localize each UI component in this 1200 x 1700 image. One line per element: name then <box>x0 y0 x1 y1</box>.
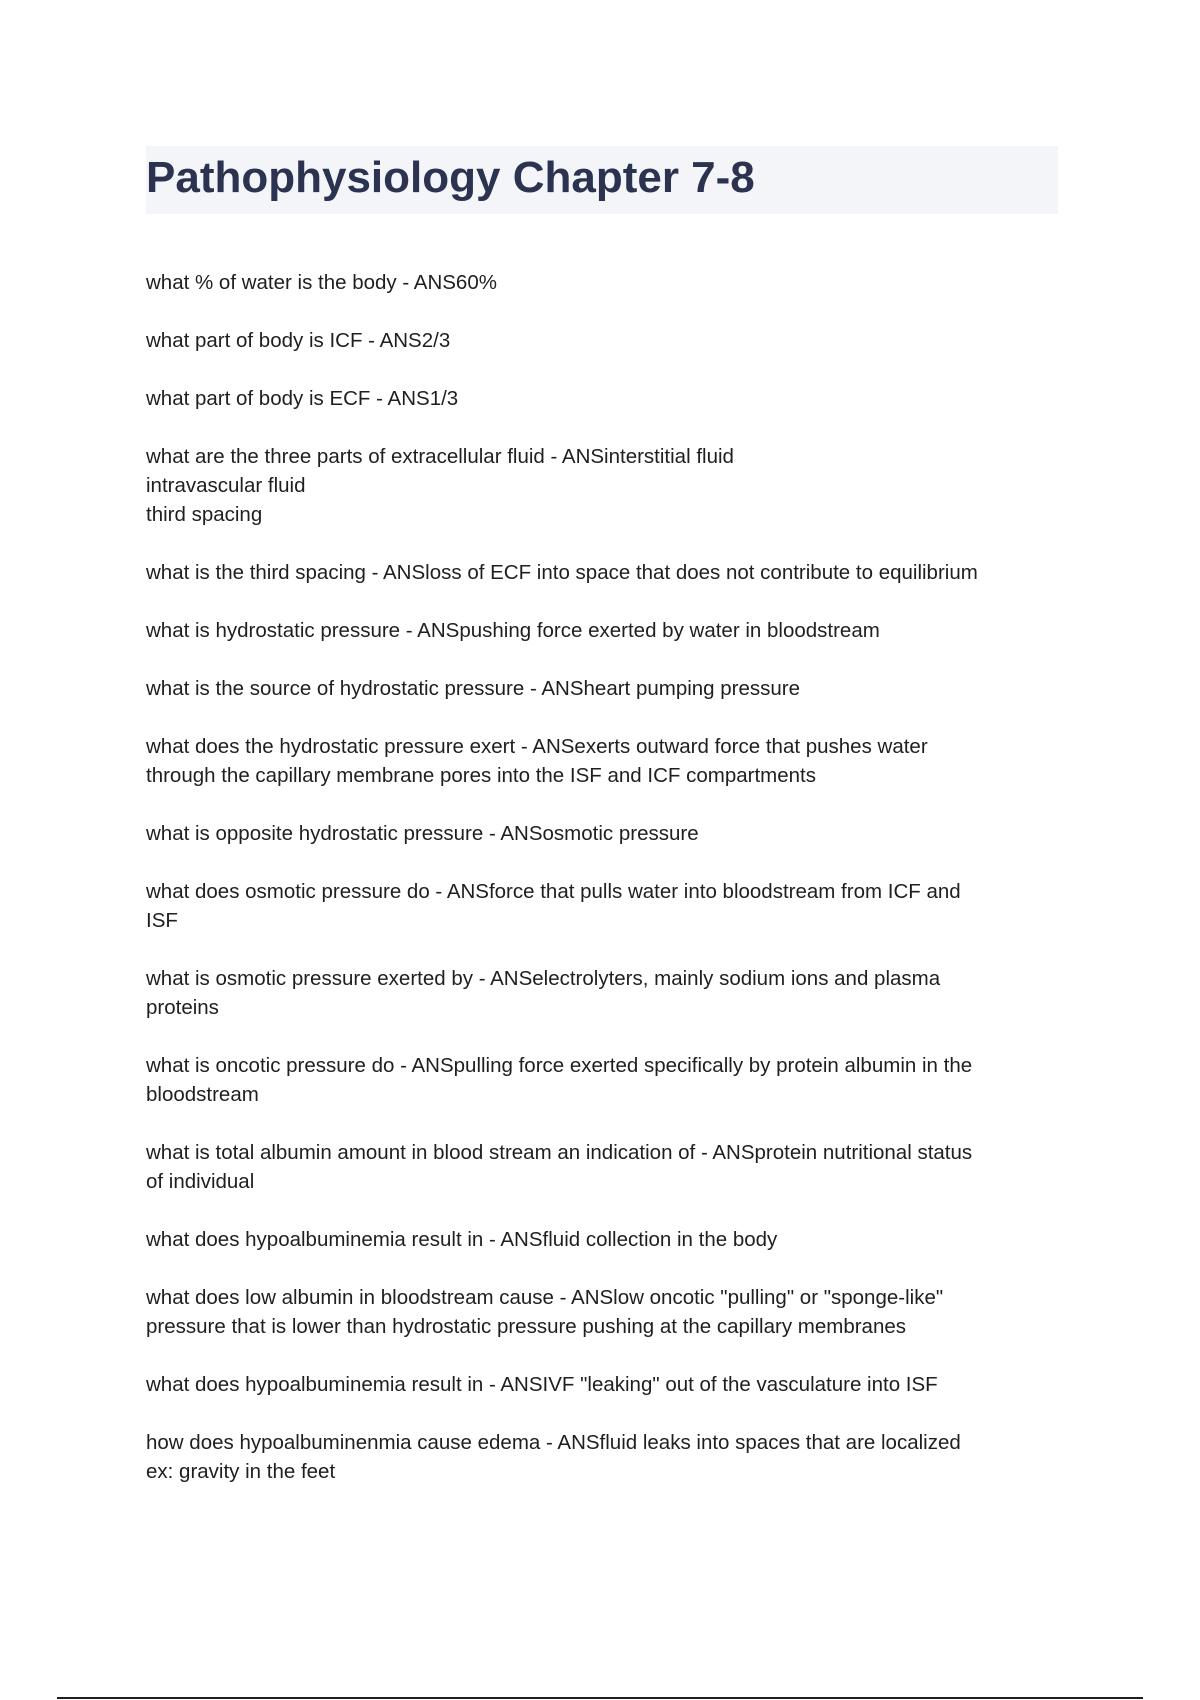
qa-item <box>146 268 1058 297</box>
qa-item <box>146 877 1058 935</box>
qa-line: what is total albumin amount in blood stream an indication of - ANSprotein nutritional status <box>146 1141 973 1164</box>
qa-item <box>146 558 1058 587</box>
qa-line: what does the hydrostatic pressure exert - ANSexerts outward force that pushes water <box>146 735 928 758</box>
title-banner <box>146 146 1058 214</box>
qa-item <box>146 442 1058 529</box>
qa-item <box>146 1051 1058 1109</box>
qa-line: what is osmotic pressure exerted by - ANSelectrolyters, mainly sodium ions and plasma <box>146 967 941 990</box>
qa-line: what is opposite hydrostatic pressure - ANSosmotic pressure <box>146 822 699 845</box>
qa-line: what is the third spacing - ANSloss of ECF into space that does not contribute to equilibrium <box>146 561 978 584</box>
qa-item <box>146 1138 1058 1196</box>
bottom-divider <box>57 1697 1143 1699</box>
qa-line: how does hypoalbuminenmia cause edema - ANSfluid leaks into spaces that are localized <box>146 1431 961 1454</box>
qa-line: what is hydrostatic pressure - ANSpushing force exerted by water in bloodstream <box>146 619 880 642</box>
qa-item <box>146 1370 1058 1399</box>
page-title: Pathophysiology Chapter 7-8 <box>146 153 755 202</box>
qa-line: third spacing <box>146 503 263 526</box>
qa-line: ISF <box>146 909 178 932</box>
qa-line: ex: gravity in the feet <box>146 1460 336 1483</box>
qa-line: what does osmotic pressure do - ANSforce that pulls water into bloodstream from ICF and <box>146 880 961 903</box>
qa-line: what % of water is the body - ANS60% <box>146 271 497 294</box>
qa-item <box>146 674 1058 703</box>
qa-line: what does hypoalbuminemia result in - ANSIVF "leaking" out of the vasculature into ISF <box>146 1373 938 1396</box>
qa-line: through the capillary membrane pores into the ISF and ICF compartments <box>146 764 816 787</box>
qa-item <box>146 384 1058 413</box>
qa-item <box>146 819 1058 848</box>
qa-line: what are the three parts of extracellular fluid - ANSinterstitial fluid <box>146 445 734 468</box>
qa-item <box>146 964 1058 1022</box>
qa-line: what does hypoalbuminemia result in - ANSfluid collection in the body <box>146 1228 778 1251</box>
qa-line: what is oncotic pressure do - ANSpulling force exerted specifically by protein albumin in the <box>146 1054 973 1077</box>
qa-item <box>146 326 1058 355</box>
qa-item <box>146 1428 1058 1486</box>
qa-line: what is the source of hydrostatic pressure - ANSheart pumping pressure <box>146 677 801 700</box>
qa-item <box>146 1283 1058 1341</box>
qa-line: bloodstream <box>146 1083 259 1106</box>
qa-line: what part of body is ECF - ANS1/3 <box>146 387 459 410</box>
qa-line: proteins <box>146 996 219 1019</box>
qa-item <box>146 616 1058 645</box>
qa-line: what does low albumin in bloodstream cause - ANSlow oncotic "pulling" or "sponge-like" <box>146 1286 944 1309</box>
qa-line: intravascular fluid <box>146 474 306 497</box>
qa-line: pressure that is lower than hydrostatic pressure pushing at the capillary membranes <box>146 1315 907 1338</box>
qa-item <box>146 732 1058 790</box>
qa-list <box>146 268 1058 1515</box>
qa-line: what part of body is ICF - ANS2/3 <box>146 329 451 352</box>
qa-line: of individual <box>146 1170 255 1193</box>
qa-item <box>146 1225 1058 1254</box>
